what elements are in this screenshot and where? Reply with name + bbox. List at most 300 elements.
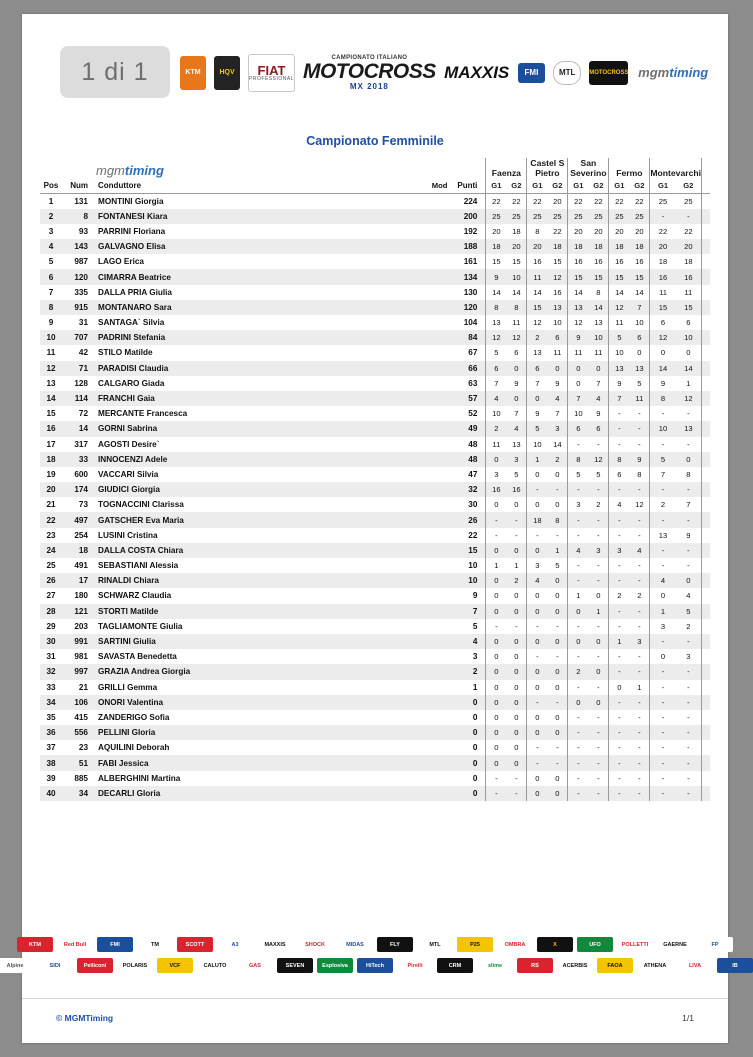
- cell-heat-score: 10: [527, 437, 548, 452]
- page-title: Campionato Femminile: [306, 134, 444, 148]
- cell-num: 180: [74, 591, 88, 601]
- cell-pos: 37: [46, 743, 56, 753]
- sponsor-logo: Pirelli: [397, 958, 433, 973]
- cell-heat-score: 16: [568, 254, 589, 269]
- cell-punti: 224: [463, 196, 478, 206]
- cell-heat-score: 18: [684, 257, 693, 267]
- cell-heat-score: -: [597, 728, 600, 738]
- cell-heat-score: 10: [684, 333, 693, 343]
- sponsor-logo: Red Bull: [57, 937, 93, 952]
- cell-heat-score: 3: [596, 545, 601, 555]
- venue-header-fermo: Fermo: [609, 158, 650, 181]
- cell-pos: 19: [46, 469, 56, 479]
- cell-heat-score: 10: [553, 318, 562, 328]
- cell-mod: [421, 467, 447, 482]
- cell-heat-score: 6: [527, 361, 548, 376]
- cell-heat-score: 25: [486, 209, 507, 224]
- cell-punti: 49: [468, 424, 478, 434]
- cell-conduttore: MONTINI Giorgia: [98, 196, 164, 206]
- sponsor-logo: OMBRA: [497, 937, 533, 952]
- cell-heat-score: 9: [514, 378, 519, 388]
- cell-heat-score: -: [527, 740, 548, 755]
- cell-heat-score: 16: [527, 254, 548, 269]
- cell-heat-score: 5: [686, 606, 691, 616]
- sponsor-logo: X: [537, 937, 573, 952]
- cell-heat-score: 14: [594, 302, 603, 312]
- cell-heat-score: 2: [486, 421, 507, 436]
- cell-heat-score: -: [486, 528, 507, 543]
- cell-heat-score: -: [638, 561, 641, 571]
- cell-heat-score: 0: [514, 758, 519, 768]
- cell-heat-score: -: [650, 680, 676, 695]
- cell-heat-score: 0: [555, 728, 560, 738]
- table-brand-accent: timing: [124, 163, 164, 178]
- cell-num: 600: [74, 469, 88, 479]
- table-row: [40, 543, 710, 558]
- cell-right-edge: [702, 649, 711, 664]
- cell-num: 885: [74, 773, 88, 783]
- cell-heat-score: 8: [514, 302, 519, 312]
- venue-header-san-severino: San Severino: [568, 158, 609, 181]
- table-row: [40, 361, 710, 376]
- cell-heat-score: -: [515, 530, 518, 540]
- cell-heat-score: -: [687, 485, 690, 495]
- cell-conduttore: ONORI Valentina: [98, 697, 164, 707]
- cell-right-edge: [702, 740, 711, 755]
- table-row: [40, 695, 710, 710]
- cell-right-edge: [702, 254, 711, 269]
- cell-heat-score: 1: [555, 545, 560, 555]
- cell-heat-score: -: [486, 619, 507, 634]
- cell-heat-score: -: [638, 667, 641, 677]
- fiat-professional-logo: [248, 54, 295, 92]
- cell-heat-score: 20: [650, 239, 676, 254]
- cell-heat-score: -: [650, 771, 676, 786]
- cell-heat-score: -: [597, 788, 600, 798]
- cell-right-edge: [702, 406, 711, 421]
- cell-pos: 6: [48, 272, 54, 282]
- cell-heat-score: 8: [568, 452, 589, 467]
- cell-heat-score: 22: [650, 224, 676, 239]
- cell-heat-score: 7: [527, 376, 548, 391]
- cell-heat-score: 4: [609, 497, 630, 512]
- cell-punti: 188: [463, 242, 478, 252]
- cell-heat-score: -: [609, 528, 630, 543]
- cell-punti: 47: [468, 469, 478, 479]
- cell-num: 8: [83, 211, 88, 221]
- cell-heat-score: 20: [486, 224, 507, 239]
- cell-num: 21: [78, 682, 88, 692]
- cell-heat-score: 0: [596, 667, 601, 677]
- cell-heat-score: 0: [686, 576, 691, 586]
- sponsor-logo: GAERNE: [657, 937, 693, 952]
- cell-pos: 22: [46, 515, 56, 525]
- cell-num: 991: [74, 637, 88, 647]
- table-row: [40, 224, 710, 239]
- sponsor-logo: FAOA: [597, 958, 633, 973]
- cell-mod: [421, 588, 447, 603]
- cell-heat-score: -: [568, 437, 589, 452]
- cell-conduttore: LAGO Erica: [98, 257, 144, 267]
- cell-conduttore: ALBERGHINI Martina: [98, 773, 181, 783]
- document-footer: [22, 998, 728, 1043]
- venue-header-faenza: Faenza: [486, 158, 527, 181]
- column-header-right-edge: [702, 181, 711, 194]
- table-row: [40, 482, 710, 497]
- column-header-mod: Mod: [421, 181, 447, 194]
- cell-heat-score: 3: [686, 652, 691, 662]
- cell-heat-score: 7: [596, 378, 601, 388]
- cell-right-edge: [702, 194, 711, 209]
- cell-heat-score: 10: [650, 421, 676, 436]
- ktm-logo: KTM: [180, 56, 206, 90]
- cell-heat-score: -: [687, 409, 690, 419]
- cell-heat-score: -: [609, 786, 630, 801]
- cell-heat-score: 0: [527, 680, 548, 695]
- cell-heat-score: -: [609, 421, 630, 436]
- cell-heat-score: -: [687, 682, 690, 692]
- cell-heat-score: 2: [609, 588, 630, 603]
- column-header-faenza-g2: G2: [506, 181, 527, 194]
- column-header-faenza-g1: G1: [486, 181, 507, 194]
- cell-heat-score: 2: [686, 621, 691, 631]
- cell-heat-score: 0: [486, 634, 507, 649]
- cell-heat-score: 13: [650, 528, 676, 543]
- table-row: [40, 619, 710, 634]
- cell-heat-score: 0: [486, 680, 507, 695]
- cell-mod: [421, 634, 447, 649]
- cell-pos: 21: [46, 500, 56, 510]
- cell-heat-score: 5: [596, 469, 601, 479]
- cell-punti: 67: [468, 348, 478, 358]
- cell-heat-score: 8: [650, 391, 676, 406]
- cell-heat-score: 20: [594, 226, 603, 236]
- cell-heat-score: 0: [486, 573, 507, 588]
- cell-punti: 22: [468, 530, 478, 540]
- cell-heat-score: 14: [635, 287, 644, 297]
- cell-pos: 31: [46, 652, 56, 662]
- cell-conduttore: RINALDI Chiara: [98, 576, 159, 586]
- cell-heat-score: 0: [514, 637, 519, 647]
- table-row: [40, 740, 710, 755]
- fmi-logo: FMI: [518, 63, 546, 83]
- cell-heat-score: 2: [650, 497, 676, 512]
- column-header-montevarchi-g2: G2: [676, 181, 702, 194]
- cell-heat-score: 0: [486, 725, 507, 740]
- cell-punti: 192: [463, 226, 478, 236]
- cell-heat-score: 8: [609, 452, 630, 467]
- cell-heat-score: 0: [486, 649, 507, 664]
- cell-heat-score: 0: [555, 469, 560, 479]
- sponsor-logo: CALUTO: [197, 958, 233, 973]
- cell-heat-score: -: [650, 740, 676, 755]
- cell-heat-score: -: [650, 512, 676, 527]
- cell-punti: 0: [472, 712, 478, 722]
- cell-heat-score: 12: [553, 272, 562, 282]
- cell-right-edge: [702, 771, 711, 786]
- cell-heat-score: 6: [514, 348, 519, 358]
- table-row: [40, 239, 710, 254]
- cell-num: 33: [78, 454, 88, 464]
- cell-heat-score: 5: [555, 561, 560, 571]
- table-row: [40, 786, 710, 801]
- cell-heat-score: 12: [609, 300, 630, 315]
- cell-heat-score: -: [638, 515, 641, 525]
- cell-right-edge: [702, 482, 711, 497]
- cell-pos: 20: [46, 485, 56, 495]
- cell-heat-score: 15: [512, 257, 521, 267]
- cell-heat-score: -: [609, 649, 630, 664]
- cell-punti: 0: [472, 773, 478, 783]
- cell-heat-score: 12: [486, 330, 507, 345]
- cell-right-edge: [702, 300, 711, 315]
- cell-right-edge: [702, 634, 711, 649]
- cell-heat-score: 12: [527, 315, 548, 330]
- cell-right-edge: [702, 619, 711, 634]
- cell-mod: [421, 604, 447, 619]
- cell-heat-score: -: [650, 437, 676, 452]
- cell-conduttore: PADRINI Stefania: [98, 333, 166, 343]
- sponsor-logo: Esplosiva: [317, 958, 353, 973]
- cell-conduttore: SCHWARZ Claudia: [98, 591, 172, 601]
- cell-right-edge: [702, 543, 711, 558]
- cell-heat-score: 9: [650, 376, 676, 391]
- cell-mod: [421, 437, 447, 452]
- cell-heat-score: -: [687, 545, 690, 555]
- cell-pos: 14: [46, 394, 56, 404]
- cell-heat-score: 15: [553, 257, 562, 267]
- cell-heat-score: -: [687, 211, 690, 221]
- cell-heat-score: -: [609, 573, 630, 588]
- mgmtiming-logo: [636, 62, 710, 84]
- cell-heat-score: 7: [568, 391, 589, 406]
- cell-conduttore: VACCARI Silvia: [98, 469, 159, 479]
- sponsor-logo: FLY: [377, 937, 413, 952]
- cell-heat-score: 0: [555, 637, 560, 647]
- cell-heat-score: -: [568, 528, 589, 543]
- cell-heat-score: 16: [553, 287, 562, 297]
- cell-right-edge: [702, 345, 711, 360]
- cell-num: 415: [74, 712, 88, 722]
- table-row: [40, 710, 710, 725]
- cell-conduttore: SANTAGA` Silvia: [98, 318, 165, 328]
- cell-heat-score: 0: [514, 712, 519, 722]
- cell-conduttore: STORTI Matilde: [98, 606, 159, 616]
- cell-pos: 2: [48, 211, 54, 221]
- cell-heat-score: 0: [527, 725, 548, 740]
- cell-heat-score: -: [609, 512, 630, 527]
- cell-mod: [421, 755, 447, 770]
- cell-heat-score: 4: [650, 573, 676, 588]
- cell-conduttore: PARRINI Floriana: [98, 226, 166, 236]
- cell-heat-score: -: [638, 485, 641, 495]
- cell-heat-score: 9: [609, 376, 630, 391]
- cell-heat-score: 0: [527, 391, 548, 406]
- cell-right-edge: [702, 330, 711, 345]
- cell-heat-score: 0: [514, 363, 519, 373]
- cell-punti: 161: [463, 257, 478, 267]
- cell-heat-score: 8: [686, 469, 691, 479]
- cell-right-edge: [702, 269, 711, 284]
- cell-heat-score: 12: [594, 454, 603, 464]
- cell-heat-score: -: [638, 773, 641, 783]
- cell-heat-score: -: [597, 712, 600, 722]
- cell-heat-score: -: [609, 437, 630, 452]
- cell-right-edge: [702, 361, 711, 376]
- sponsor-footer-strip: [6, 937, 738, 979]
- cell-heat-score: 0: [527, 604, 548, 619]
- cell-punti: 10: [468, 576, 478, 586]
- cell-heat-score: -: [568, 573, 589, 588]
- column-header-fermo-g2: G2: [629, 181, 650, 194]
- cell-conduttore: FONTANESI Kiara: [98, 211, 168, 221]
- cell-pos: 13: [46, 378, 56, 388]
- cell-right-edge: [702, 285, 711, 300]
- cell-right-edge: [702, 497, 711, 512]
- cell-heat-score: -: [687, 697, 690, 707]
- cell-right-edge: [702, 695, 711, 710]
- cell-punti: 0: [472, 788, 478, 798]
- cell-heat-score: 13: [684, 424, 693, 434]
- cell-pos: 4: [48, 242, 54, 252]
- cell-heat-score: 0: [555, 363, 560, 373]
- cell-num: 51: [78, 758, 88, 768]
- cell-heat-score: 25: [512, 211, 521, 221]
- mgmtiming-logo-text: mgm: [638, 65, 670, 81]
- cell-mod: [421, 391, 447, 406]
- cell-heat-score: 20: [635, 226, 644, 236]
- cell-heat-score: 25: [527, 209, 548, 224]
- cell-heat-score: -: [609, 619, 630, 634]
- cell-punti: 0: [472, 758, 478, 768]
- cell-heat-score: 6: [650, 315, 676, 330]
- cell-heat-score: 6: [609, 467, 630, 482]
- cell-heat-score: 0: [637, 348, 642, 358]
- cell-pos: 23: [46, 530, 56, 540]
- cell-mod: [421, 209, 447, 224]
- cell-heat-score: 3: [650, 619, 676, 634]
- cell-heat-score: 11: [568, 345, 589, 360]
- cell-heat-score: 0: [568, 361, 589, 376]
- cell-heat-score: 10: [512, 272, 521, 282]
- cell-heat-score: 15: [568, 269, 589, 284]
- cell-heat-score: 16: [512, 485, 521, 495]
- cell-conduttore: ZANDERIGO Sofia: [98, 712, 170, 722]
- cell-heat-score: 1: [514, 561, 519, 571]
- cell-pos: 16: [46, 424, 56, 434]
- cell-conduttore: GRAZIA Andrea Giorgia: [98, 667, 191, 677]
- cell-heat-score: -: [687, 788, 690, 798]
- cell-heat-score: 20: [684, 242, 693, 252]
- cell-heat-score: 25: [650, 194, 676, 209]
- cell-mod: [421, 543, 447, 558]
- cell-heat-score: 15: [609, 269, 630, 284]
- cell-right-edge: [702, 467, 711, 482]
- column-header-sanseverino-g1: G1: [568, 181, 589, 194]
- cell-heat-score: 1: [486, 558, 507, 573]
- cell-heat-score: -: [638, 697, 641, 707]
- cell-conduttore: GRILLI Gemma: [98, 682, 158, 692]
- cell-heat-score: 16: [684, 272, 693, 282]
- cell-mod: [421, 421, 447, 436]
- cell-heat-score: 11: [635, 394, 644, 404]
- cell-heat-score: 14: [512, 287, 521, 297]
- column-header-castel-g2: G2: [547, 181, 568, 194]
- cell-heat-score: 16: [650, 269, 676, 284]
- column-header-row: [40, 181, 710, 194]
- sponsor-logo: Alpine: [0, 958, 33, 973]
- cell-mod: [421, 194, 447, 209]
- cell-heat-score: -: [556, 697, 559, 707]
- cell-pos: 7: [48, 287, 54, 297]
- table-row: [40, 269, 710, 284]
- cell-heat-score: -: [650, 725, 676, 740]
- cell-punti: 48: [468, 439, 478, 449]
- table-row: [40, 437, 710, 452]
- cell-heat-score: 5: [637, 378, 642, 388]
- cell-conduttore: LUSINI Cristina: [98, 530, 158, 540]
- cell-heat-score: 0: [486, 604, 507, 619]
- cell-pos: 17: [46, 439, 56, 449]
- copyright-label: © MGMTiming: [56, 1013, 114, 1023]
- cell-pos: 34: [46, 697, 56, 707]
- cell-pos: 36: [46, 728, 56, 738]
- sponsor-logo: SCOTT: [177, 937, 213, 952]
- cell-heat-score: -: [638, 439, 641, 449]
- cell-heat-score: -: [527, 649, 548, 664]
- cell-heat-score: -: [609, 771, 630, 786]
- cell-heat-score: 0: [555, 500, 560, 510]
- cell-heat-score: 0: [650, 345, 676, 360]
- cell-punti: 48: [468, 454, 478, 464]
- cell-mod: [421, 452, 447, 467]
- cell-heat-score: -: [650, 558, 676, 573]
- cell-heat-score: -: [568, 619, 589, 634]
- cell-right-edge: [702, 315, 711, 330]
- cell-heat-score: -: [609, 740, 630, 755]
- cell-punti: 66: [468, 363, 478, 373]
- cell-heat-score: 0: [568, 634, 589, 649]
- cell-heat-score: -: [638, 606, 641, 616]
- cell-heat-score: 0: [555, 773, 560, 783]
- cell-heat-score: 0: [514, 606, 519, 616]
- cell-right-edge: [702, 786, 711, 801]
- cell-punti: 200: [463, 211, 478, 221]
- cell-conduttore: STILO Matilde: [98, 348, 153, 358]
- cell-heat-score: 2: [555, 454, 560, 464]
- sponsor-logo: FP: [697, 937, 733, 952]
- column-header-num: Num: [62, 181, 94, 194]
- cell-heat-score: 8: [596, 287, 601, 297]
- cell-heat-score: 0: [514, 667, 519, 677]
- page-number-label: 1/1: [682, 1013, 694, 1023]
- cell-heat-score: 0: [568, 695, 589, 710]
- cell-right-edge: [702, 421, 711, 436]
- cell-heat-score: -: [568, 725, 589, 740]
- cell-conduttore: FRANCHI Gaia: [98, 394, 155, 404]
- cell-conduttore: PARADISI Claudia: [98, 363, 169, 373]
- sponsor-logo: IB: [717, 958, 753, 973]
- sponsor-logo: MTL: [417, 937, 453, 952]
- cell-pos: 26: [46, 576, 56, 586]
- cell-heat-score: 25: [635, 211, 644, 221]
- table-row: [40, 680, 710, 695]
- cell-heat-score: 14: [609, 285, 630, 300]
- cell-heat-score: 9: [555, 378, 560, 388]
- cell-heat-score: -: [609, 710, 630, 725]
- cell-heat-score: 0: [527, 543, 548, 558]
- sponsor-logo: P25: [457, 937, 493, 952]
